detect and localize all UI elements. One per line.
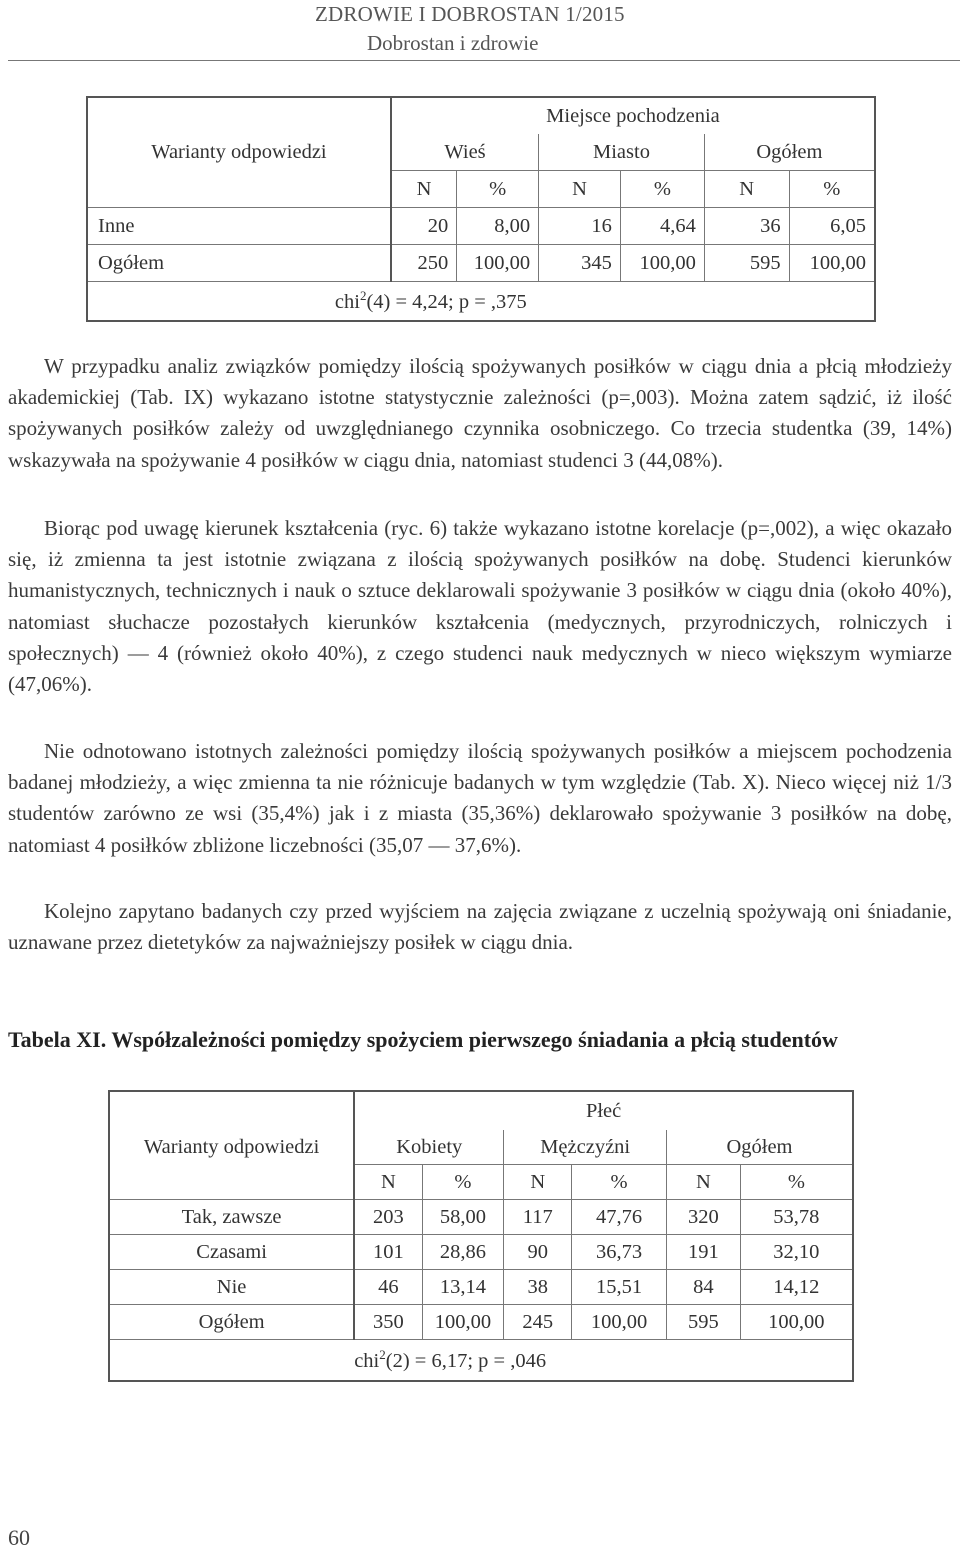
sub-col: N bbox=[666, 1165, 740, 1200]
cell: 350 bbox=[354, 1305, 422, 1340]
table-x-continued bbox=[86, 96, 876, 322]
chi-square-stat: chi$^2$(4) = 4,24; p = ,375 bbox=[391, 282, 875, 322]
cell: 100,00 bbox=[572, 1305, 667, 1340]
sub-col: N bbox=[704, 171, 789, 208]
cell: 8,00 bbox=[457, 208, 539, 245]
page-number: 60 bbox=[8, 1525, 30, 1550]
row-label: Ogółem bbox=[87, 245, 391, 282]
row-label: Czasami bbox=[109, 1235, 354, 1270]
sub-col: N bbox=[539, 171, 621, 208]
group-col: Miasto bbox=[539, 134, 705, 171]
cell: 14,12 bbox=[740, 1270, 853, 1305]
table-header-row bbox=[87, 134, 875, 171]
group-col: Mężczyźni bbox=[504, 1130, 667, 1165]
cell: 100,00 bbox=[620, 245, 704, 282]
cell: 101 bbox=[354, 1235, 422, 1270]
table-row bbox=[109, 1235, 853, 1270]
cell: 117 bbox=[504, 1200, 572, 1235]
sub-col: % bbox=[572, 1165, 667, 1200]
group-col: Ogółem bbox=[666, 1130, 853, 1165]
cell: 203 bbox=[354, 1200, 422, 1235]
row-label: Nie bbox=[109, 1270, 354, 1305]
group-col: Ogółem bbox=[704, 134, 875, 171]
table-row bbox=[87, 245, 875, 282]
cell: 46 bbox=[354, 1270, 422, 1305]
running-header bbox=[0, 0, 960, 62]
paragraph: Kolejno zapytano badanych czy przed wyjściem na zajęcia związane z uczelnią spożywają oni śniadanie, uznawane przez dietetyków za najważniejszy posiłek w ciągu dnia. bbox=[8, 899, 952, 955]
cell: 47,76 bbox=[572, 1200, 667, 1235]
paragraph: Biorąc pod uwagę kierunek kształcenia (ryc. 6) także wykazano istotne korelacje (p=,002), a więc okazało się, iż zmienna ta jest istotnie związana z ilością spożywanych posiłków na dobę. Studenci kierunków humanistycznych, technicznych i nauk o sztuce deklarowali spożywanie 3 posiłków w ciągu dnia (około 40%), natomiast słuchacze pozostałych kierunków kształcenia (medycznych, przyrodniczych, rolniczych i społecznych) ― 4 (również około 40%), z czego studenci nauk medycznych w nieco większym wymiarze (47,06%). bbox=[8, 516, 952, 697]
table-header-row bbox=[109, 1130, 853, 1165]
table-row bbox=[87, 208, 875, 245]
cell: 13,14 bbox=[422, 1270, 504, 1305]
row-header: Warianty odpowiedzi bbox=[109, 1130, 354, 1165]
section-title: Dobrostan i zdrowie bbox=[367, 31, 539, 55]
cell: 32,10 bbox=[740, 1235, 853, 1270]
group-header: Płeć bbox=[354, 1091, 853, 1130]
cell: 15,51 bbox=[572, 1270, 667, 1305]
cell: 595 bbox=[666, 1305, 740, 1340]
cell: 36,73 bbox=[572, 1235, 667, 1270]
header-rule bbox=[8, 60, 960, 61]
cell: 100,00 bbox=[789, 245, 875, 282]
paragraph: Nie odnotowano istotnych zależności pomiędzy ilością spożywanych posiłków a miejscem pochodzenia badanej młodzieży, a więc zmienna ta nie różnicuje badanych w tym względzie (Tab. X). Nieco więcej niż 1/3 studentów zarówno ze wsi (35,4%) jak i z miasta (35,36%) deklarowało spożywanie 3 posiłków na dobę, natomiast 4 posiłków zbliżone liczebności (35,07 ― 37,6%). bbox=[8, 739, 952, 857]
cell: 16 bbox=[539, 208, 621, 245]
table-xi bbox=[108, 1090, 854, 1382]
cell: 100,00 bbox=[740, 1305, 853, 1340]
table-row bbox=[109, 1200, 853, 1235]
table-group-header-row bbox=[109, 1091, 853, 1130]
row-header: Warianty odpowiedzi bbox=[87, 134, 391, 171]
sub-col: % bbox=[620, 171, 704, 208]
paragraph: W przypadku analiz związków pomiędzy ilością spożywanych posiłków w ciągu dnia a płcią młodzieży akademickiej (Tab. IX) wykazano istotne statystycznie zależności (p=,003). Można zatem sądzić, iż ilość spożywanych posiłków zależy od uwzględnianego czynnika osobniczego. Co trzecia studentka (39, 14%) wskazywała na spożywanie 4 posiłków w ciągu dnia, natomiast studenci 3 (44,08%). bbox=[8, 354, 952, 472]
cell: 100,00 bbox=[422, 1305, 504, 1340]
table-subheader-row bbox=[109, 1165, 853, 1200]
chi-square-row bbox=[109, 1340, 853, 1382]
cell: 58,00 bbox=[422, 1200, 504, 1235]
chi-square-stat: chi$^2$(2) = 6,17; p = ,046 bbox=[354, 1340, 853, 1382]
sub-col: % bbox=[789, 171, 875, 208]
table-row bbox=[109, 1270, 853, 1305]
cell: 38 bbox=[504, 1270, 572, 1305]
cell: 320 bbox=[666, 1200, 740, 1235]
cell: 245 bbox=[504, 1305, 572, 1340]
cell: 595 bbox=[704, 245, 789, 282]
sub-col: N bbox=[354, 1165, 422, 1200]
table-row bbox=[109, 1305, 853, 1340]
cell: 6,05 bbox=[789, 208, 875, 245]
sub-col: % bbox=[457, 171, 539, 208]
row-label: Inne bbox=[87, 208, 391, 245]
cell: 84 bbox=[666, 1270, 740, 1305]
journal-title: ZDROWIE I DOBROSTAN 1/2015 bbox=[315, 2, 625, 26]
cell: 53,78 bbox=[740, 1200, 853, 1235]
cell: 20 bbox=[391, 208, 457, 245]
chi-square-row bbox=[87, 282, 875, 322]
cell: 36 bbox=[704, 208, 789, 245]
row-label: Ogółem bbox=[109, 1305, 354, 1340]
table-subheader-row bbox=[87, 171, 875, 208]
row-label: Tak, zawsze bbox=[109, 1200, 354, 1235]
cell: 191 bbox=[666, 1235, 740, 1270]
sub-col: % bbox=[422, 1165, 504, 1200]
sub-col: N bbox=[504, 1165, 572, 1200]
table-caption: Tabela XI. Współzależności pomiędzy spożyciem pierwszego śniadania a płcią studentów bbox=[8, 1027, 838, 1052]
table-group-header-row bbox=[87, 97, 875, 134]
cell: 90 bbox=[504, 1235, 572, 1270]
cell: 250 bbox=[391, 245, 457, 282]
sub-col: N bbox=[391, 171, 457, 208]
group-header: Miejsce pochodzenia bbox=[391, 97, 875, 134]
group-col: Kobiety bbox=[354, 1130, 504, 1165]
cell: 4,64 bbox=[620, 208, 704, 245]
sub-col: % bbox=[740, 1165, 853, 1200]
cell: 100,00 bbox=[457, 245, 539, 282]
cell: 345 bbox=[539, 245, 621, 282]
group-col: Wieś bbox=[391, 134, 539, 171]
cell: 28,86 bbox=[422, 1235, 504, 1270]
